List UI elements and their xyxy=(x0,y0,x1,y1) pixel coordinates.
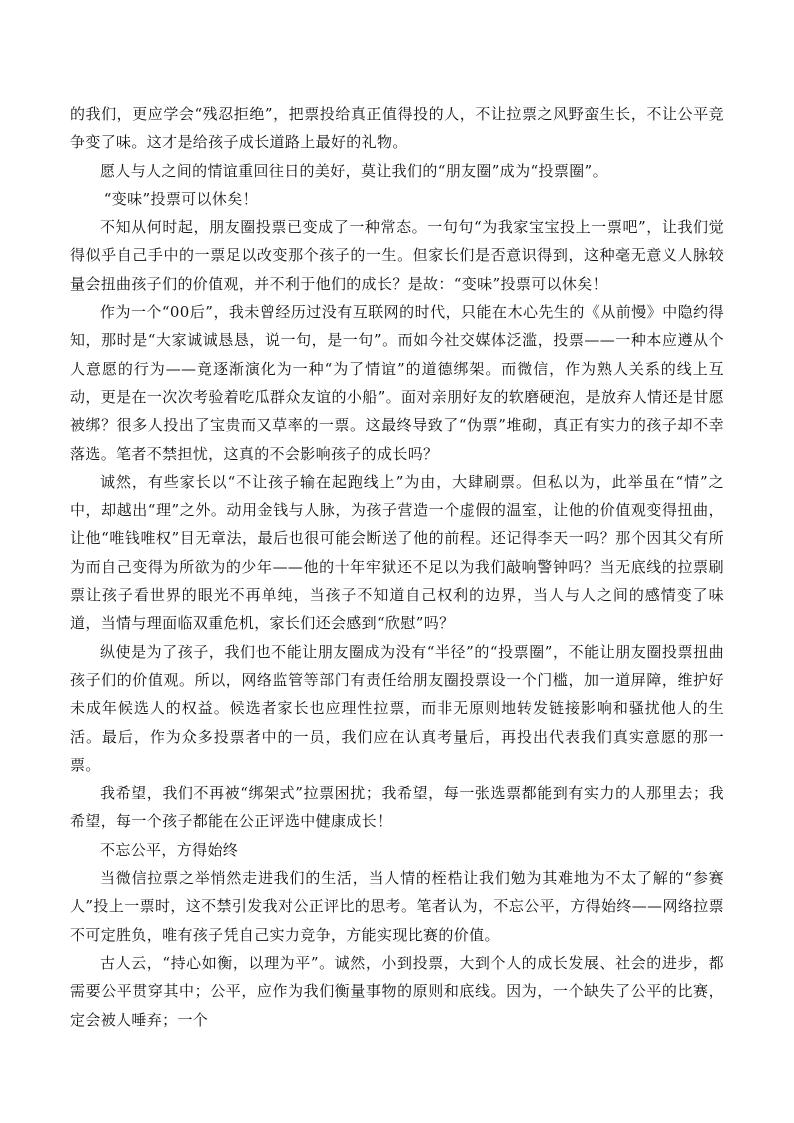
paragraph-wechat-canvassing: 当微信拉票之举悄然走进我们的生活，当人情的桎梏让我们勉为其难地为不太了解的“参赛人”投上一票时，这不禁引发我对公正评比的思考。笔者认为，不忘公平，方得始终——网络拉票不可定胜负，唯有孩子凭自己实力竞争，方能实现比赛的价值。 xyxy=(70,869,724,944)
paragraph-post-00s: 作为一个“00后”，我未曾经历过没有互联网的时代，只能在木心先生的《从前慢》中隐约得知，那时是“大家诚诚恳恳，说一句，是一句”。而如今社交媒体泛滥，投票——一种本应遵从个人意愿的行为——竟逐渐演化为一种“为了情谊”的道德绑架。而微信，作为熟人关系的线上互动，更是在一次次考验着吃瓜群众友谊的小船”。面对亲朋好友的软磨硬泡，是放弃人情还是甘愿被绑？很多人投出了宝贵而又草率的一票。这最终导致了“伪票”堆砌，真正有实力的孩子却不幸落选。笔者不禁担忧，这真的不会影响孩子的成长吗？ xyxy=(70,303,724,463)
paragraph-indeed: 诚然，有些家长以“不让孩子输在起跑线上”为由，大肆刷票。但私以为，此举虽在“情”之中，却越出“理”之外。动用金钱与人脉，为孩子营造一个虚假的温室，让他的价值观变得扭曲，让他“唯钱唯权”目无章法，最后也很可能会断送了他的前程。还记得李天一吗？那个因其父有所为而自己变得为所欲为的少年——他的十年牢狱还不足以为我们敲响警钟吗？当无底线的拉票刷票让孩子看世界的眼光不再单纯，当孩子不知道自己权利的边界，当人与人之间的感情变了味道，当情与理面临双重危机，家长们还会感到“欣慰”吗？ xyxy=(70,472,724,633)
essay-body xyxy=(70,100,724,1034)
paragraph-ancients-said: 古人云，“持心如衡，以理为平”。诚然，小到投票，大到个人的成长发展、社会的进步，都需要公平贯穿其中；公平，应作为我们衡量事物的原则和底线。因为，一个缺失了公平的比赛，定会被人唾弃；一个 xyxy=(70,953,724,1029)
paragraph-even-for-children: 纵使是为了孩子，我们也不能让朋友圈成为没有“半径”的“投票圈”，不能让朋友圈投票扭曲孩子们的价值观。所以，网络监管等部门有责任给朋友圈投票设一个门槛，加一道屏障，维护好未成年候选人的权益。候选者家长也应理性拉票，而非无原则地转发链接影响和骚扰他人的生活。最后，作为众多投票者中的一员，我们应在认真考量后，再投出代表我们真实意愿的那一票。 xyxy=(70,642,724,774)
essay-title-fairness: 不忘公平，方得始终 xyxy=(100,840,239,859)
essay-title-taste-changed-voting: “变味”投票可以休矣！ xyxy=(103,189,258,208)
paragraph-intro: 不知从何时起，朋友圈投票已变成了一种常态。一句句“为我家宝宝投上一票吧”，让我们觉得似乎自己手中的一票足以改变那个孩子的一生。但家长们是否意识得到，这种毫无意义人脉较量会扭曲孩子们的价值观，并不利于他们的成长？是故：“变味”投票可以休矣！ xyxy=(70,218,724,293)
paragraph-i-hope: 我希望，我们不再被“绑架式”拉票困扰；我希望，每一张选票都能到有实力的人那里去；我希望，每一个孩子都能在公正评选中健康成长！ xyxy=(70,784,724,831)
paragraph-closing-wish: 愿人与人之间的情谊重回往日的美好，莫让我们的“朋友圈”成为“投票圈”。 xyxy=(100,161,608,180)
paragraph-continued: 的我们，更应学会“残忍拒绝”，把票投给真正值得投的人，不让拉票之风野蛮生长，不让公平竞争变了味。这才是给孩子成长道路上最好的礼物。 xyxy=(70,105,724,152)
